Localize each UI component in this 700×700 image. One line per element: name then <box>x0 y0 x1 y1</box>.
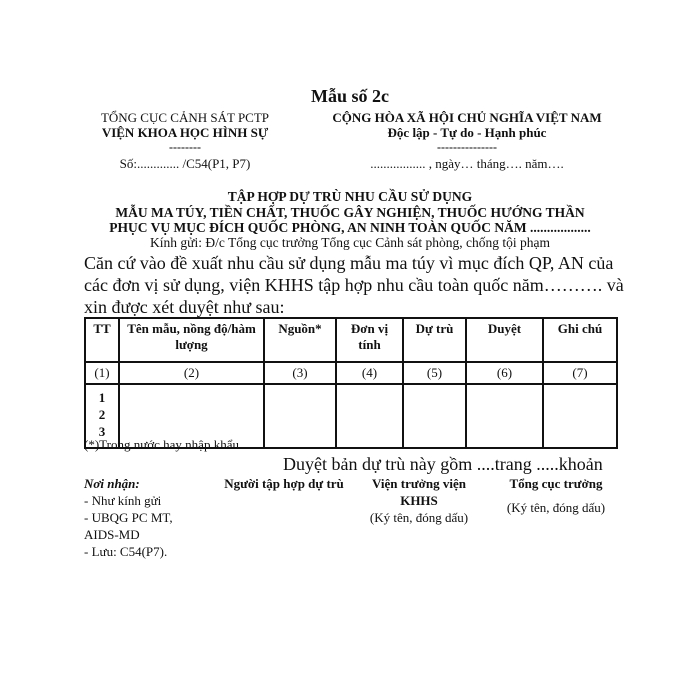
header-right-divider: --------------- <box>437 140 497 154</box>
basis-paragraph: Căn cứ vào đề xuất nhu cầu sử dụng mẫu ma túy vì mục đích QP, AN của các đơn vị sử dụng, viện KHHS tập hợp nhu cầu toàn quốc năm………. và xin được xét duyệt như sau: <box>84 253 624 317</box>
document-title-line-3: PHỤC VỤ MỤC ĐÍCH QUỐC PHÒNG, AN NINH TOÀN QUỐC NĂM .................. <box>109 220 591 235</box>
date-line: ................. , ngày… tháng…. năm…. <box>370 156 564 171</box>
table-header-cell: Duyệt <box>466 318 543 362</box>
recipient-item: - UBQG PC MT, <box>84 510 173 525</box>
document-title-line-1: TẬP HỢP DỰ TRÙ NHU CẦU SỬ DỤNG <box>227 189 473 204</box>
table-cell <box>403 384 466 448</box>
table-header-cell: Đơn vị tính <box>336 318 403 362</box>
table-index-cell: (7) <box>543 362 617 384</box>
table-cell <box>466 384 543 448</box>
recipient-item: AIDS-MD <box>84 527 140 542</box>
national-motto: Độc lập - Tự do - Hạnh phúc <box>387 125 547 140</box>
general-director-label: Tổng cục trưởng <box>509 476 603 491</box>
table-cell <box>264 384 336 448</box>
table-cell <box>543 384 617 448</box>
table-cell <box>336 384 403 448</box>
institute-name: VIỆN KHOA HỌC HÌNH SỰ <box>101 125 269 140</box>
recipients-label: Nơi nhận: <box>84 476 140 491</box>
addressee: Kính gửi: Đ/c Tổng cục trưởng Tổng cục Cảnh sát phòng, chống tội phạm <box>150 235 550 250</box>
table-footnote: (*)Trong nước hay nhập khẩu <box>84 437 239 452</box>
document-number: Số:............. /C54(P1, P7) <box>119 156 251 171</box>
row-number: 3 <box>98 424 106 439</box>
requirements-table <box>84 317 618 449</box>
table-index-cell: (5) <box>403 362 466 384</box>
table-index-cell: (6) <box>466 362 543 384</box>
row-number: 2 <box>98 407 106 422</box>
form-number: Mẫu số 2c <box>311 86 389 106</box>
director-signature-label-2: KHHS <box>400 493 438 508</box>
recipient-item: - Lưu: C54(P7). <box>84 544 168 559</box>
table-header-cell: Tên mẫu, nồng độ/hàm lượng <box>119 318 264 362</box>
table-index-cell: (1) <box>85 362 119 384</box>
table-header-cell: Ghi chú <box>543 318 617 362</box>
table-index-cell: (2) <box>119 362 264 384</box>
director-signature-note: (Ký tên, đóng dấu) <box>369 510 469 525</box>
header-left-divider: -------- <box>169 140 201 154</box>
table-header-cell: Dự trù <box>403 318 466 362</box>
approval-line: Duyệt bản dự trù này gồm ....trang .....khoản <box>283 454 603 474</box>
table-index-cell: (4) <box>336 362 403 384</box>
recipient-item: - Như kính gửi <box>84 493 162 508</box>
table-header-row <box>85 318 617 362</box>
table-index-row <box>85 362 617 384</box>
compiler-signature-label: Người tập hợp dự trù <box>224 476 344 491</box>
director-signature-label: Viện trưởng viện <box>372 476 466 491</box>
agency-name: TỔNG CỤC CẢNH SÁT PCTP <box>100 110 270 125</box>
table-header-cell: Nguồn* <box>264 318 336 362</box>
country-name: CỘNG HÒA XÃ HỘI CHỦ NGHĨA VIỆT NAM <box>332 110 602 125</box>
table-header-cell: TT <box>85 318 119 362</box>
general-director-note: (Ký tên, đóng dấu) <box>506 500 606 515</box>
row-number: 1 <box>98 390 106 405</box>
table-index-cell: (3) <box>264 362 336 384</box>
document-title-line-2: MẪU MA TÚY, TIỀN CHẤT, THUỐC GÂY NGHIỆN, THUỐC HƯỚNG THẦN <box>115 205 585 220</box>
